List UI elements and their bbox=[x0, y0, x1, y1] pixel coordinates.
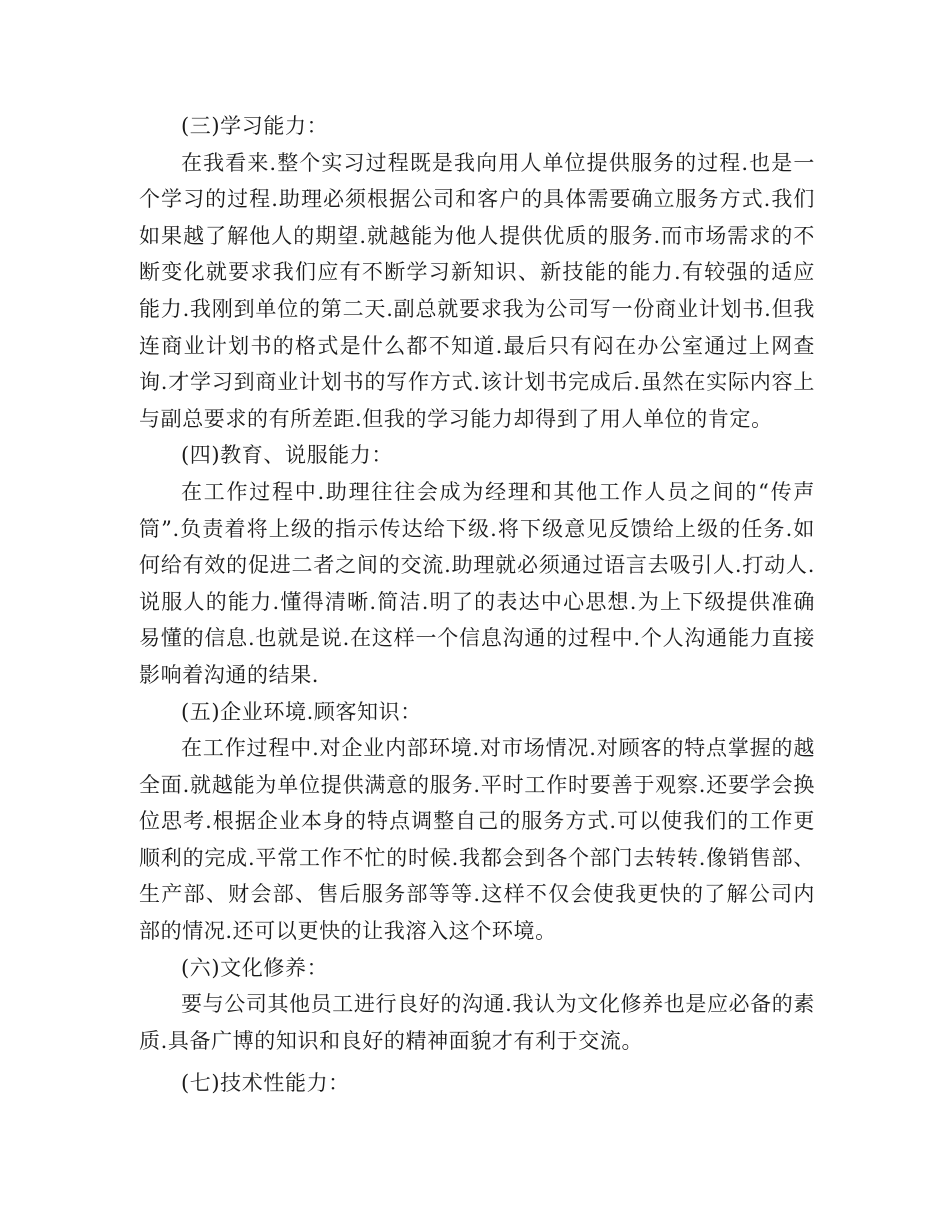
section-body-culture: 要与公司其他员工进行良好的沟通.我认为文化修养也是应必备的素质.具备广博的知识和良好的精神面貌才有利于交流。 bbox=[139, 992, 815, 1053]
section-heading-culture: (六)文化修养： bbox=[181, 955, 329, 980]
section-body-environment: 在工作过程中.对企业内部环境.对市场情况.对顾客的特点掌握的越全面.就越能为单位提供满意的服务.平时工作时要善于观察.还要学会换位思考.根据企业本身的特点调整自己的服务方式.可以使我们的工作更顺利的完成.平常工作不忙的时候.我都会到各个部门去转转.像销售部、生产部、财会部、售后服务部等等.这样不仅会使我更快的了解公司内部的情况.还可以更快的让我溶入这个环境。 bbox=[139, 736, 815, 944]
section-heading-learning: (三)学习能力： bbox=[181, 114, 329, 138]
section-body-learning: 在我看来.整个实习过程既是我向用人单位提供服务的过程.也是一个学习的过程.助理必须根据公司和客户的具体需要确立服务方式.我们如果越了解他人的期望.就越能为他人提供优质的服务.而市场需求的不断变化就要求我们应有不断学习新知识、新技能的能力.有较强的适应能力.我刚到单位的第二天.副总就要求我为公司写一份商业计划书.但我连商业计划书的格式是什么都不知道.最后只有闷在办公室通过上网查询.才学习到商业计划书的写作方式.该计划书完成后.虽然在实际内容上与副总要求的有所差距.但我的学习能力却得到了用人单位的肯定。 bbox=[139, 150, 815, 431]
section-body-persuasion: 在工作过程中.助理往往会成为经理和其他工作人员之间的“传声筒”.负责着将上级的指示传达给下级.将下级意见反馈给上级的任务.如何给有效的促进二者之间的交流.助理就必须通过语言去吸引人.打动人.说服人的能力.懂得清晰.简洁.明了的表达中心思想.为上下级提供准确易懂的信息.也就是说.在这样一个信息沟通的过程中.个人沟通能力直接影响着沟通的结果. bbox=[139, 479, 815, 687]
document-body bbox=[139, 108, 815, 1102]
section-heading-persuasion: (四)教育、说服能力： bbox=[181, 443, 393, 468]
section-heading-environment: (五)企业环境.顾客知识： bbox=[181, 699, 422, 724]
section-heading-technical: (七)技术性能力： bbox=[181, 1071, 350, 1096]
